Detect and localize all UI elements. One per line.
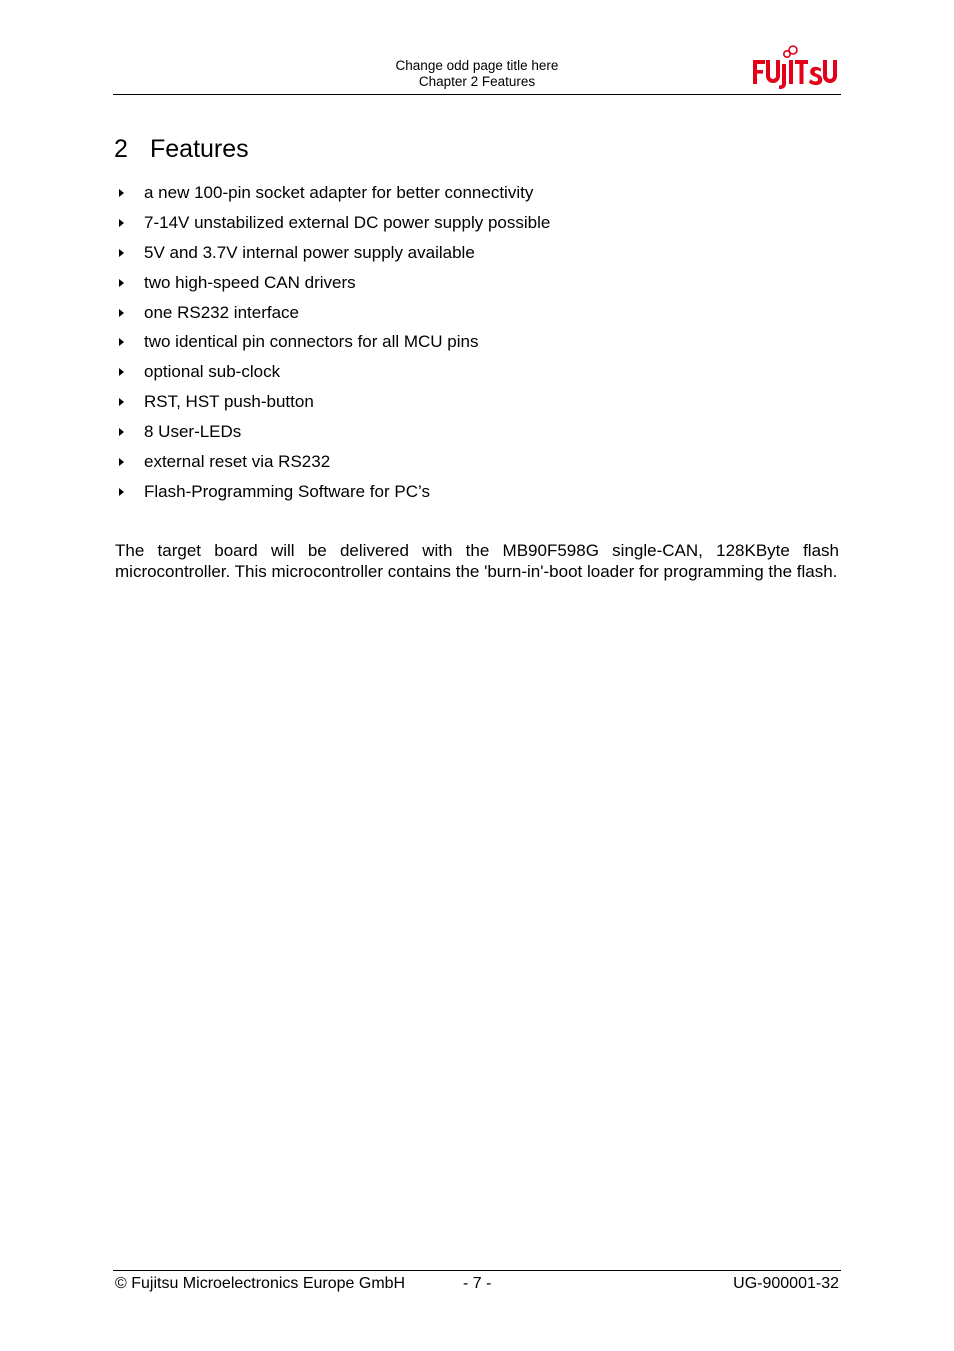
feature-text: 5V and 3.7V internal power supply available bbox=[144, 242, 475, 262]
triangle-bullet-icon bbox=[117, 248, 127, 258]
body-paragraph: The target board will be delivered with the MB90F598G single-CAN, 128KByte flash microcontroller. This microcontroller contains the 'burn-in'-boot loader for programming the flash. bbox=[115, 541, 839, 581]
triangle-bullet-icon bbox=[117, 367, 127, 377]
chapter-number: 2 bbox=[114, 135, 128, 163]
header-chapter-title: Chapter 2 Features bbox=[418, 74, 536, 89]
triangle-bullet-icon bbox=[117, 397, 127, 407]
footer-page-number: - 7 - bbox=[463, 1275, 492, 1292]
page-footer bbox=[113, 1270, 841, 1295]
triangle-bullet-icon bbox=[117, 337, 127, 347]
chapter-title-text: Features bbox=[150, 135, 249, 163]
header-titles bbox=[113, 58, 841, 90]
feature-text: external reset via RS232 bbox=[144, 452, 331, 472]
triangle-bullet-icon bbox=[117, 487, 127, 497]
feature-text: RST, HST push-button bbox=[144, 392, 314, 412]
feature-text: a new 100-pin socket adapter for better connectivity bbox=[144, 183, 534, 202]
header-odd-page-title: Change odd page title here bbox=[395, 58, 559, 73]
triangle-bullet-icon bbox=[117, 278, 127, 288]
footer-document-id: UG-900001-32 bbox=[733, 1275, 839, 1292]
feature-text: 7-14V unstabilized external DC power supply possible bbox=[144, 212, 551, 232]
footer-copyright: © Fujitsu Microelectronics Europe GmbH bbox=[115, 1275, 406, 1292]
feature-text: two identical pin connectors for all MCU pins bbox=[144, 332, 479, 352]
feature-text: Flash-Programming Software for PC’s bbox=[144, 481, 430, 501]
triangle-bullet-icon bbox=[117, 188, 127, 198]
feature-text: one RS232 interface bbox=[144, 302, 299, 322]
feature-text: optional sub-clock bbox=[144, 362, 281, 382]
page-header bbox=[113, 40, 841, 95]
triangle-bullet-icon bbox=[117, 308, 127, 318]
feature-text: 8 User-LEDs bbox=[144, 422, 242, 442]
fujitsu-logo bbox=[751, 44, 841, 90]
feature-text: two high-speed CAN drivers bbox=[144, 272, 356, 292]
triangle-bullet-icon bbox=[117, 457, 127, 467]
chapter-heading bbox=[114, 133, 249, 165]
triangle-bullet-icon bbox=[117, 218, 127, 228]
triangle-bullet-icon bbox=[117, 427, 127, 437]
